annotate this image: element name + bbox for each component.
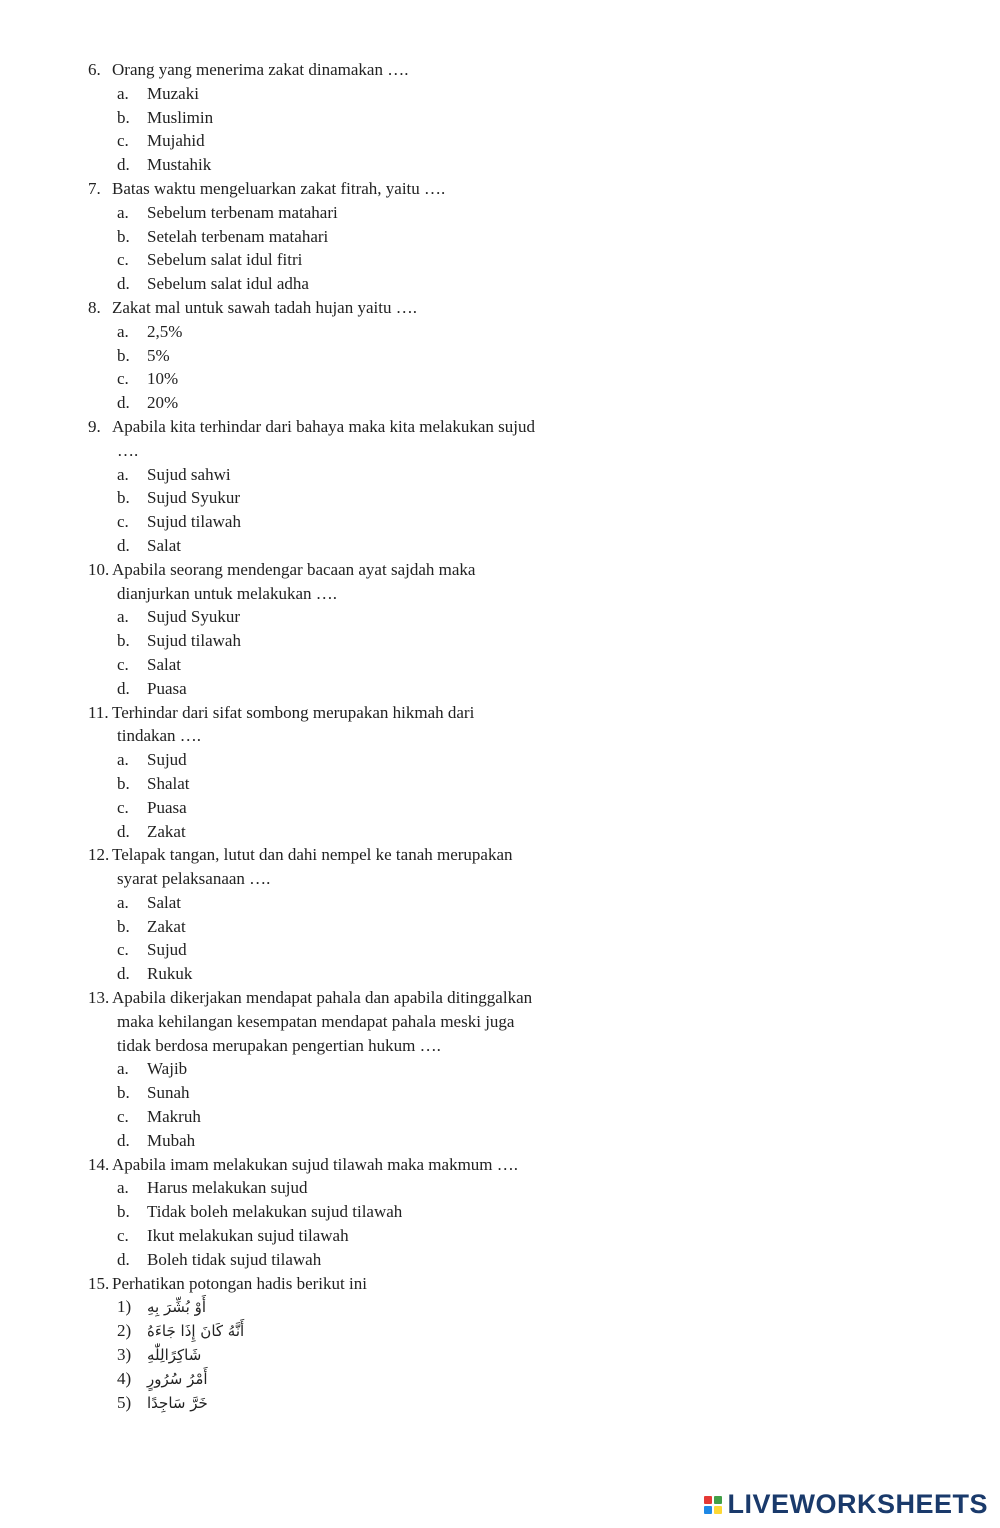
question-line-continued: …. bbox=[117, 440, 139, 460]
answer-option[interactable] bbox=[117, 1105, 568, 1129]
fragment-number: 2) bbox=[117, 1321, 132, 1341]
fragment-number: 3) bbox=[117, 1345, 132, 1365]
option-text: Muslimin bbox=[147, 107, 214, 127]
answer-option[interactable] bbox=[117, 653, 568, 677]
answer-option[interactable] bbox=[117, 153, 568, 177]
option-letter: b. bbox=[117, 916, 130, 936]
question-line-continued: tindakan …. bbox=[117, 726, 202, 746]
question-number: 11. bbox=[88, 702, 109, 722]
question-number: 13. bbox=[88, 988, 110, 1008]
option-letter: c. bbox=[117, 512, 129, 532]
answer-options bbox=[117, 320, 568, 415]
option-letter: d. bbox=[117, 1130, 130, 1150]
option-letter: a. bbox=[117, 1178, 129, 1198]
option-text: Sebelum terbenam matahari bbox=[147, 202, 338, 222]
question-15 bbox=[88, 1272, 568, 1416]
liveworksheets-logo-icon bbox=[704, 1496, 722, 1514]
answer-option[interactable] bbox=[117, 1176, 568, 1200]
answer-options bbox=[117, 605, 568, 700]
hadith-fragment bbox=[117, 1391, 568, 1415]
option-letter: a. bbox=[117, 750, 129, 770]
question-line: Apabila kita terhindar dari bahaya maka kita melakukan sujud bbox=[112, 416, 535, 436]
answer-option[interactable] bbox=[117, 367, 568, 391]
option-letter: d. bbox=[117, 393, 130, 413]
option-letter: b. bbox=[117, 1202, 130, 1222]
option-letter: b. bbox=[117, 226, 130, 246]
question-text bbox=[88, 58, 568, 82]
answer-option[interactable] bbox=[117, 1224, 568, 1248]
question-text bbox=[88, 558, 568, 582]
hadith-fragment bbox=[117, 1343, 568, 1367]
question-11 bbox=[88, 701, 568, 844]
question-text bbox=[88, 701, 568, 725]
answer-option[interactable] bbox=[117, 391, 568, 415]
question-line: Orang yang menerima zakat dinamakan …. bbox=[112, 60, 409, 79]
option-letter: d. bbox=[117, 1249, 130, 1269]
option-letter: d. bbox=[117, 535, 130, 555]
option-letter: c. bbox=[117, 654, 129, 674]
question-7 bbox=[88, 177, 568, 296]
answer-option[interactable] bbox=[117, 129, 568, 153]
question-10 bbox=[88, 558, 568, 701]
question-number: 8. bbox=[88, 297, 101, 317]
option-letter: c. bbox=[117, 369, 129, 389]
question-12 bbox=[88, 843, 568, 986]
option-text: Zakat bbox=[147, 821, 186, 841]
option-letter: b. bbox=[117, 488, 130, 508]
answer-options bbox=[117, 1057, 568, 1152]
option-letter: c. bbox=[117, 940, 129, 960]
question-number: 14. bbox=[88, 1154, 110, 1174]
question-text bbox=[88, 177, 568, 201]
answer-options bbox=[117, 463, 568, 558]
answer-option[interactable] bbox=[117, 891, 568, 915]
answer-option[interactable] bbox=[117, 1081, 568, 1105]
question-line: Apabila dikerjakan mendapat pahala dan apabila ditinggalkan bbox=[112, 988, 533, 1008]
question-14 bbox=[88, 1153, 568, 1272]
hadith-fragment bbox=[117, 1367, 568, 1391]
answer-option[interactable] bbox=[117, 796, 568, 820]
option-text: 2,5% bbox=[147, 321, 183, 341]
option-letter: b. bbox=[117, 345, 130, 365]
answer-option[interactable] bbox=[117, 938, 568, 962]
option-text: Sujud tilawah bbox=[147, 631, 241, 651]
brand-text: LIVEWORKSHEETS bbox=[727, 1489, 988, 1519]
question-line: Apabila seorang mendengar bacaan ayat sajdah maka bbox=[112, 559, 476, 579]
question-line: Terhindar dari sifat sombong merupakan hikmah dari bbox=[112, 702, 475, 722]
question-number: 6. bbox=[88, 60, 101, 79]
answer-option[interactable] bbox=[117, 1248, 568, 1272]
worksheet-page bbox=[0, 58, 1000, 1415]
option-text: Wajib bbox=[147, 1059, 188, 1079]
option-text: Muzaki bbox=[147, 83, 199, 103]
option-letter: a. bbox=[117, 83, 129, 103]
question-text bbox=[88, 415, 568, 439]
question-number: 12. bbox=[88, 845, 110, 865]
answer-option[interactable] bbox=[117, 272, 568, 296]
option-text: Zakat bbox=[147, 916, 186, 936]
answer-options bbox=[117, 748, 568, 843]
option-text: Sujud tilawah bbox=[147, 512, 241, 532]
option-text: Mubah bbox=[147, 1130, 196, 1150]
question-number: 15. bbox=[88, 1273, 110, 1293]
option-text: Sujud sahwi bbox=[147, 464, 231, 484]
fragment-number: 4) bbox=[117, 1369, 132, 1389]
question-13 bbox=[88, 986, 568, 1153]
option-text: Makruh bbox=[147, 1107, 201, 1127]
option-text: Salat bbox=[147, 654, 181, 674]
question-line: Apabila imam melakukan sujud tilawah maka makmum …. bbox=[112, 1154, 519, 1174]
answer-option[interactable] bbox=[117, 1129, 568, 1153]
question-9 bbox=[88, 415, 568, 558]
option-text: Rukuk bbox=[147, 964, 193, 984]
option-text: Sujud Syukur bbox=[147, 607, 241, 627]
answer-option[interactable] bbox=[117, 748, 568, 772]
option-letter: b. bbox=[117, 107, 130, 127]
option-letter: c. bbox=[117, 131, 129, 151]
option-text: Ikut melakukan sujud tilawah bbox=[147, 1226, 349, 1246]
option-letter: a. bbox=[117, 202, 129, 222]
option-letter: d. bbox=[117, 155, 130, 175]
option-text: 10% bbox=[147, 369, 179, 389]
answer-options bbox=[117, 891, 568, 986]
hadith-fragment bbox=[117, 1295, 568, 1319]
option-letter: b. bbox=[117, 773, 130, 793]
question-text bbox=[88, 1272, 568, 1296]
answer-options bbox=[117, 201, 568, 296]
question-text bbox=[88, 986, 568, 1010]
question-line-continued: maka kehilangan kesempatan mendapat pahala meski juga bbox=[117, 1011, 515, 1031]
option-text: Setelah terbenam matahari bbox=[147, 226, 329, 246]
brand-watermark bbox=[704, 1489, 988, 1520]
question-text bbox=[88, 1153, 568, 1177]
answer-option[interactable] bbox=[117, 106, 568, 130]
answer-option[interactable] bbox=[117, 1057, 568, 1081]
question-6 bbox=[88, 58, 568, 177]
answer-option[interactable] bbox=[117, 962, 568, 986]
question-line: Batas waktu mengeluarkan zakat fitrah, yaitu …. bbox=[112, 178, 446, 198]
answer-option[interactable] bbox=[117, 510, 568, 534]
option-text: Sunah bbox=[147, 1083, 190, 1103]
option-letter: a. bbox=[117, 1059, 129, 1079]
arabic-text: شَاكِرًالِلّٰهِ bbox=[147, 1346, 202, 1365]
option-text: Harus melakukan sujud bbox=[147, 1178, 308, 1198]
question-line-continued: dianjurkan untuk melakukan …. bbox=[117, 583, 338, 603]
answer-option[interactable] bbox=[117, 82, 568, 106]
option-text: Tidak boleh melakukan sujud tilawah bbox=[147, 1202, 403, 1222]
option-letter: d. bbox=[117, 821, 130, 841]
answer-option[interactable] bbox=[117, 201, 568, 225]
option-text: Mustahik bbox=[147, 155, 212, 175]
question-line-continued: syarat pelaksanaan …. bbox=[117, 869, 271, 889]
answer-option[interactable] bbox=[117, 605, 568, 629]
option-letter: d. bbox=[117, 678, 130, 698]
hadith-fragment bbox=[117, 1319, 568, 1343]
question-number: 9. bbox=[88, 416, 101, 436]
answer-option[interactable] bbox=[117, 772, 568, 796]
answer-option[interactable] bbox=[117, 1200, 568, 1224]
question-text bbox=[88, 843, 568, 867]
arabic-text: أَوْ بُشِّرَ بِهِ bbox=[147, 1298, 206, 1317]
answer-option[interactable] bbox=[117, 677, 568, 701]
option-text: Sujud bbox=[147, 940, 187, 960]
arabic-text: خَرَّ سَاجِدًا bbox=[147, 1394, 208, 1413]
fragment-number: 1) bbox=[117, 1297, 132, 1317]
option-letter: c. bbox=[117, 1107, 129, 1127]
option-letter: d. bbox=[117, 274, 130, 294]
fragment-number: 5) bbox=[117, 1393, 132, 1413]
option-letter: a. bbox=[117, 464, 129, 484]
option-text: Boleh tidak sujud tilawah bbox=[147, 1249, 322, 1269]
option-text: Mujahid bbox=[147, 131, 205, 151]
answer-option[interactable] bbox=[117, 320, 568, 344]
question-number: 10. bbox=[88, 559, 110, 579]
option-letter: d. bbox=[117, 964, 130, 984]
option-letter: b. bbox=[117, 1083, 130, 1103]
option-text: Puasa bbox=[147, 678, 187, 698]
answer-option[interactable] bbox=[117, 820, 568, 844]
answer-option[interactable] bbox=[117, 225, 568, 249]
option-text: Puasa bbox=[147, 797, 187, 817]
question-text bbox=[88, 296, 568, 320]
answer-option[interactable] bbox=[117, 344, 568, 368]
question-number: 7. bbox=[88, 178, 101, 198]
option-text: Sujud bbox=[147, 750, 187, 770]
answer-option[interactable] bbox=[117, 463, 568, 487]
question-line: Telapak tangan, lutut dan dahi nempel ke tanah merupakan bbox=[112, 845, 513, 865]
answer-option[interactable] bbox=[117, 534, 568, 558]
option-letter: c. bbox=[117, 797, 129, 817]
option-text: Sujud Syukur bbox=[147, 488, 241, 508]
answer-option[interactable] bbox=[117, 248, 568, 272]
arabic-text: أَمْرُ سُرُورٍ bbox=[147, 1370, 208, 1389]
option-text: Sebelum salat idul adha bbox=[147, 274, 309, 294]
option-text: Shalat bbox=[147, 773, 190, 793]
answer-option[interactable] bbox=[117, 629, 568, 653]
option-letter: c. bbox=[117, 1226, 129, 1246]
option-text: 20% bbox=[147, 393, 179, 413]
option-letter: b. bbox=[117, 631, 130, 651]
question-line-continued: tidak berdosa merupakan pengertian hukum …. bbox=[117, 1035, 441, 1055]
option-text: 5% bbox=[147, 345, 170, 365]
question-line: Zakat mal untuk sawah tadah hujan yaitu …. bbox=[112, 297, 417, 317]
answer-options bbox=[117, 1295, 568, 1415]
option-letter: a. bbox=[117, 321, 129, 341]
option-letter: a. bbox=[117, 607, 129, 627]
option-text: Salat bbox=[147, 535, 181, 555]
answer-option[interactable] bbox=[117, 486, 568, 510]
option-letter: a. bbox=[117, 892, 129, 912]
answer-options bbox=[117, 82, 568, 177]
answer-option[interactable] bbox=[117, 915, 568, 939]
arabic-text: أَنَّهُ كَانَ إِذَا جَاءَهُ bbox=[147, 1322, 245, 1341]
answer-options bbox=[117, 1176, 568, 1271]
question-line: Perhatikan potongan hadis berikut ini bbox=[112, 1273, 367, 1293]
option-text: Salat bbox=[147, 892, 181, 912]
question-8 bbox=[88, 296, 568, 415]
option-letter: c. bbox=[117, 250, 129, 270]
option-text: Sebelum salat idul fitri bbox=[147, 250, 303, 270]
